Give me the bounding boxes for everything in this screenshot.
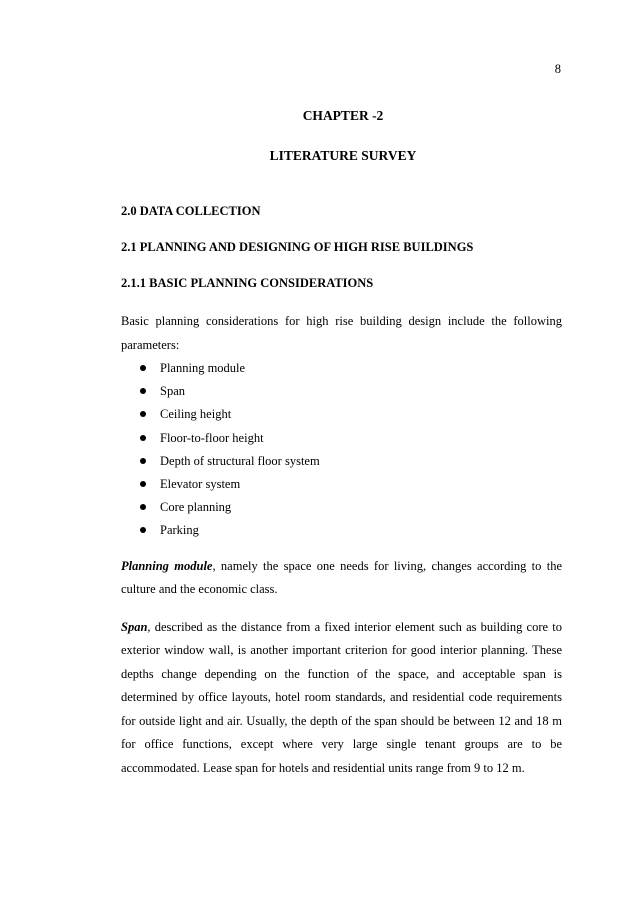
list-item-label: Planning module <box>160 361 246 375</box>
list-item-label: Ceiling height <box>160 407 232 422</box>
planning-module-text: , namely the space one needs for living, changes according to the culture and the economic class. <box>121 558 562 597</box>
bullet-icon <box>140 504 146 510</box>
list-item-label: Elevator system <box>160 477 241 492</box>
section-heading-data-collection: 2.0 DATA COLLECTION <box>121 204 261 218</box>
list-item-label: Span <box>160 384 185 399</box>
span-text: , described as the distance from a fixed interior element such as building core to exterior window wall, is another important criterion for good interior planning. These depths change depending on the function of the space, and acceptable span is determined by office layouts, hotel room standards, and residential code requirements for outside light and air. Usually, the depth of the span should be between 12 and 18 m for office functions, except where very large single tenant groups are to be accommodated. Lease span for hotels and residential units range from 9 to 12 m. <box>121 619 562 775</box>
list-item-label: Depth of structural floor system <box>160 453 320 468</box>
bullet-icon <box>140 458 146 464</box>
bullet-icon <box>140 411 146 417</box>
list-item-label: Floor-to-floor height <box>160 430 264 445</box>
section-heading-planning-designing: 2.1 PLANNING AND DESIGNING OF HIGH RISE BUILDINGS <box>121 240 474 254</box>
list-item <box>138 427 562 450</box>
planning-module-term: Planning module <box>121 558 213 573</box>
bullet-icon <box>140 365 146 371</box>
span-term: Span <box>121 619 148 634</box>
list-item <box>138 473 562 496</box>
list-item <box>138 496 562 519</box>
intro-paragraph: Basic planning considerations for high rise building design include the following parameters: <box>121 314 562 352</box>
list-item-label: Parking <box>160 523 199 538</box>
chapter-subtitle: LITERATURE SURVEY <box>269 148 417 163</box>
page-number: 8 <box>554 62 561 76</box>
chapter-title: CHAPTER -2 <box>302 108 384 123</box>
bullet-icon <box>140 481 146 487</box>
bullet-icon <box>140 388 146 394</box>
parameter-list <box>121 357 562 543</box>
bullet-icon <box>140 435 146 441</box>
list-item <box>138 357 562 380</box>
bullet-icon <box>140 527 146 533</box>
list-item <box>138 403 562 426</box>
list-item-label: Core planning <box>160 500 232 515</box>
span-paragraph <box>121 616 562 781</box>
list-item <box>138 380 562 403</box>
planning-module-paragraph <box>121 555 562 602</box>
list-item <box>138 519 562 542</box>
list-item <box>138 450 562 473</box>
subsection-heading-basic-planning: 2.1.1 BASIC PLANNING CONSIDERATIONS <box>121 276 374 290</box>
body-content <box>121 202 562 780</box>
